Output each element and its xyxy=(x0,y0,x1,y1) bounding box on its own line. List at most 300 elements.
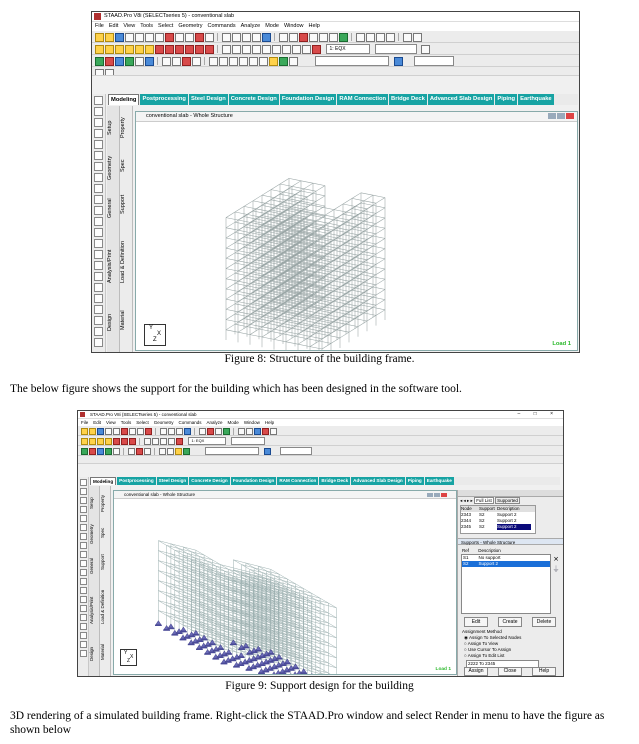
delete-button[interactable]: Delete xyxy=(532,617,556,627)
edit-list-input[interactable]: 2222 To 2345 xyxy=(466,660,539,668)
label-8-icon[interactable] xyxy=(279,57,288,66)
subtab-spec-2[interactable]: Spec xyxy=(100,527,105,539)
tab-steel-design[interactable]: Steel Design xyxy=(189,94,228,105)
radio-icon[interactable]: ○ xyxy=(464,647,467,652)
zoom-icon-2[interactable] xyxy=(168,428,175,435)
rotate-axis-icon-2[interactable] xyxy=(136,448,143,455)
view-from-plus-z-icon[interactable] xyxy=(195,45,204,54)
table-row[interactable] xyxy=(461,524,535,530)
render-icon[interactable] xyxy=(242,33,251,42)
building-frame-with-supports-3d xyxy=(114,499,456,674)
grid-icon-2[interactable] xyxy=(270,428,277,435)
close-button[interactable]: Close xyxy=(498,667,522,676)
tab-supported[interactable]: Supported xyxy=(497,498,518,503)
structure-view-window-2[interactable] xyxy=(113,490,457,675)
zoom-in-icon-2[interactable] xyxy=(152,438,159,445)
translational-repeat-icon[interactable] xyxy=(356,33,365,42)
left-tool-2-icon[interactable] xyxy=(94,107,103,116)
cell-support: S2 xyxy=(479,512,485,517)
help-question-icon[interactable] xyxy=(421,45,430,54)
rotate-view-icon-2[interactable] xyxy=(128,448,135,455)
subtab-load-definition[interactable]: Load & Definition xyxy=(120,241,126,283)
menu-geometry-2[interactable]: Geometry xyxy=(153,420,174,425)
spin-icon[interactable] xyxy=(172,57,181,66)
tab-piping-2[interactable]: Piping xyxy=(407,478,422,483)
undo-icon[interactable] xyxy=(175,33,184,42)
tab-postprocessing-2[interactable]: Postprocessing xyxy=(119,478,154,483)
support-base-icon xyxy=(205,645,212,646)
view-window-controls-2[interactable] xyxy=(426,492,454,496)
zoom-window-icon[interactable] xyxy=(252,45,261,54)
save-icon-2[interactable] xyxy=(97,428,104,435)
zoom-dynamic-icon[interactable] xyxy=(262,45,271,54)
split-icon[interactable] xyxy=(403,33,412,42)
filter-select[interactable] xyxy=(315,56,389,66)
view-from-minus-x-icon[interactable] xyxy=(165,45,174,54)
menu-help-2[interactable]: Help xyxy=(264,420,275,425)
assign-button[interactable]: Assign xyxy=(464,667,488,676)
left-tool-6-icon[interactable] xyxy=(94,151,103,160)
scale-icon[interactable] xyxy=(319,33,328,42)
move-icon[interactable] xyxy=(386,33,395,42)
view-icon[interactable] xyxy=(222,33,231,42)
vtab-design[interactable]: Design xyxy=(107,313,113,331)
close-icon-2[interactable] xyxy=(441,493,447,497)
subtab-property[interactable]: Property xyxy=(120,117,126,139)
frame-member xyxy=(324,645,337,648)
left-tool-17-icon-2[interactable] xyxy=(80,623,87,630)
left-tool-13-icon[interactable] xyxy=(94,228,103,237)
view-from-plus-y-icon[interactable] xyxy=(175,45,184,54)
menu-view[interactable]: View xyxy=(123,23,136,29)
tab-advanced-slab-design-2[interactable]: Advanced Slab Design xyxy=(353,478,403,483)
frame-member xyxy=(289,178,301,180)
render-icon-2[interactable] xyxy=(176,428,183,435)
node-label-icon-2[interactable] xyxy=(199,428,206,435)
delete-icon-2[interactable] xyxy=(121,428,128,435)
left-tool-19-icon[interactable] xyxy=(94,294,103,303)
left-tool-19-icon-2[interactable] xyxy=(80,641,87,648)
left-tool-14-icon[interactable] xyxy=(94,239,103,248)
radio-icon[interactable]: ○ xyxy=(464,641,467,646)
add-beam-icon[interactable] xyxy=(105,57,114,66)
vtab-geometry[interactable]: Geometry xyxy=(107,155,113,181)
left-tool-5-icon[interactable] xyxy=(94,140,103,149)
view-from-plus-z-icon-2[interactable] xyxy=(129,438,136,445)
minimize-icon[interactable] xyxy=(548,113,556,119)
open-file-icon[interactable] xyxy=(105,33,114,42)
load-case-select-2[interactable]: 1: EQX xyxy=(188,437,226,445)
left-tool-4-icon-2[interactable] xyxy=(80,506,87,513)
col-description: Description xyxy=(497,506,520,511)
view-from-plus-x-icon-2[interactable] xyxy=(113,438,120,445)
menu-view-2[interactable]: View xyxy=(106,420,116,425)
menu-commands-2[interactable]: Commands xyxy=(178,420,202,425)
edit-button[interactable]: Edit xyxy=(464,617,488,627)
menu-commands[interactable]: Commands xyxy=(207,23,236,29)
undo-icon-2[interactable] xyxy=(129,428,136,435)
create-button[interactable]: Create xyxy=(498,617,522,627)
label-3-icon-2[interactable] xyxy=(175,448,182,455)
label-2-icon-2[interactable] xyxy=(167,448,174,455)
vtab-geometry-2[interactable]: Geometry xyxy=(89,524,94,544)
copy-picture-icon[interactable] xyxy=(252,33,261,42)
zoom-out-icon-2[interactable] xyxy=(160,438,167,445)
member-label-icon-2[interactable] xyxy=(207,428,214,435)
menu-edit[interactable]: Edit xyxy=(108,23,119,29)
cursor-solids-icon-2[interactable] xyxy=(105,438,112,445)
menu-tools-2[interactable]: Tools xyxy=(120,420,132,425)
report-icon[interactable] xyxy=(262,33,271,42)
left-tool-15-icon-2[interactable] xyxy=(80,605,87,612)
option-edit-list[interactable] xyxy=(464,653,521,659)
view-from-minus-y-icon[interactable] xyxy=(185,45,194,54)
frame-member xyxy=(235,314,247,316)
pan-icon[interactable] xyxy=(272,45,281,54)
cut-icon[interactable] xyxy=(135,33,144,42)
left-tool-7-icon-2[interactable] xyxy=(80,533,87,540)
filter-apply-icon[interactable] xyxy=(394,57,403,66)
cursor-beams-icon-2[interactable] xyxy=(89,438,96,445)
label-5-icon[interactable] xyxy=(249,57,258,66)
left-tool-10-icon-2[interactable] xyxy=(80,560,87,567)
vtab-general-2[interactable]: General xyxy=(89,558,94,575)
left-tool-11-icon[interactable] xyxy=(94,206,103,215)
load-case-select[interactable]: 1: EQX xyxy=(326,44,370,54)
tab-foundation-design[interactable]: Foundation Design xyxy=(280,94,337,105)
frame-member xyxy=(373,216,385,218)
cursor-surfaces-icon[interactable] xyxy=(135,45,144,54)
new-file-icon[interactable] xyxy=(95,33,104,42)
menu-mode-2[interactable]: Mode xyxy=(227,420,239,425)
view-from-plus-x-icon[interactable] xyxy=(155,45,164,54)
previous-view-icon[interactable] xyxy=(292,45,301,54)
view-title: conventional slab - Whole Structure xyxy=(146,113,233,119)
tab-steel-design-2[interactable]: Steel Design xyxy=(158,478,187,483)
vtab-design-2[interactable]: Design xyxy=(89,647,94,662)
magnifier-icon[interactable] xyxy=(302,45,311,54)
left-tool-9-icon[interactable] xyxy=(94,184,103,193)
tab-bridge-deck[interactable]: Bridge Deck xyxy=(389,94,427,105)
surface-icon-2[interactable] xyxy=(113,448,120,455)
frame-member xyxy=(167,605,180,608)
frame-member xyxy=(364,211,376,213)
frame-member xyxy=(364,272,376,274)
label-6-icon[interactable] xyxy=(259,57,268,66)
frame-member xyxy=(324,605,337,608)
menu-file[interactable]: File xyxy=(95,23,104,29)
left-tool-20-icon-2[interactable] xyxy=(80,650,87,657)
cut-icon-2[interactable] xyxy=(113,428,120,435)
menu-window[interactable]: Window xyxy=(283,23,304,29)
tab-piping[interactable]: Piping xyxy=(495,94,517,105)
subtab-spec[interactable]: Spec xyxy=(120,159,126,173)
fixed-support-icon xyxy=(239,653,244,657)
frame-member xyxy=(226,309,238,311)
scale-icon-2[interactable] xyxy=(215,428,222,435)
menu-file-2[interactable]: File xyxy=(81,420,89,425)
tab-earthquake-2[interactable]: Earthquake xyxy=(426,478,452,483)
tab-advanced-slab-design[interactable]: Advanced Slab Design xyxy=(428,94,495,105)
support-base-icon xyxy=(201,639,208,640)
structure-view-window[interactable] xyxy=(135,111,578,351)
redo-icon[interactable] xyxy=(185,33,194,42)
frame-member xyxy=(171,544,184,547)
label-1-icon[interactable] xyxy=(209,57,218,66)
menu-analyze[interactable]: Analyze xyxy=(240,23,261,29)
menu-tools[interactable]: Tools xyxy=(140,23,154,29)
extra-tool-1-icon[interactable] xyxy=(95,69,104,76)
frame-member xyxy=(364,282,376,284)
frame-member xyxy=(212,560,220,565)
left-tool-20-icon[interactable] xyxy=(94,305,103,314)
frame-member xyxy=(271,331,283,333)
orbit-icon-2[interactable] xyxy=(144,448,151,455)
tab-ram-connection[interactable]: RAM Connection xyxy=(337,94,388,105)
left-tool-8-icon-2[interactable] xyxy=(80,542,87,549)
frame-member xyxy=(322,343,331,349)
rotate-axis-icon[interactable] xyxy=(182,57,191,66)
menu-mode[interactable]: Mode xyxy=(265,23,279,29)
orbit-icon[interactable] xyxy=(192,57,201,66)
left-tool-14-icon-2[interactable] xyxy=(80,596,87,603)
left-tool-18-icon-2[interactable] xyxy=(80,632,87,639)
pan-icon-2[interactable] xyxy=(168,438,175,445)
create-surface-icon[interactable] xyxy=(135,57,144,66)
left-tool-1-icon[interactable] xyxy=(94,96,103,105)
tab-concrete-design[interactable]: Concrete Design xyxy=(229,94,279,105)
tab-concrete-design-2[interactable]: Concrete Design xyxy=(191,478,228,483)
frame-members xyxy=(226,178,385,350)
subtab-material-2[interactable]: Material xyxy=(100,644,105,661)
frame-member xyxy=(226,299,238,301)
cursor-solids-icon[interactable] xyxy=(125,45,134,54)
open-file-icon-2[interactable] xyxy=(89,428,96,435)
rotate-icon[interactable] xyxy=(376,33,385,42)
filter-apply-icon-2[interactable] xyxy=(264,448,271,455)
edit-input-icon-2[interactable] xyxy=(223,428,230,435)
left-tool-15-icon[interactable] xyxy=(94,250,103,259)
tab-postprocessing[interactable]: Postprocessing xyxy=(140,94,188,105)
extra-tool-2-icon[interactable] xyxy=(105,69,114,76)
view-window-controls[interactable] xyxy=(547,113,575,119)
label-1-icon-2[interactable] xyxy=(159,448,166,455)
label-4-icon-2[interactable] xyxy=(183,448,190,455)
label-2-icon[interactable] xyxy=(219,57,228,66)
rotate-view-icon[interactable] xyxy=(162,57,171,66)
cursor-plates-icon[interactable] xyxy=(115,45,124,54)
snap-node-icon-2[interactable] xyxy=(81,448,88,455)
menu-geometry[interactable]: Geometry xyxy=(178,23,203,29)
beam-label-icon[interactable] xyxy=(289,33,298,42)
vtab-analysis-print[interactable]: Analysis/Print xyxy=(107,249,113,283)
tab-earthquake[interactable]: Earthquake xyxy=(518,94,554,105)
highlight-icon-2[interactable] xyxy=(262,428,269,435)
add-plate-icon[interactable] xyxy=(115,57,124,66)
left-tool-17-icon[interactable] xyxy=(94,272,103,281)
structure-diagram-icon[interactable] xyxy=(309,33,318,42)
mirror-icon-2[interactable] xyxy=(238,428,245,435)
restore-icon[interactable] xyxy=(557,113,565,119)
vtab-setup[interactable]: Setup xyxy=(107,120,113,136)
frame-member xyxy=(376,249,385,255)
menu-select-2[interactable]: Select xyxy=(136,420,149,425)
redo-icon-2[interactable] xyxy=(137,428,144,435)
insert-node-icon[interactable] xyxy=(413,33,422,42)
frame-member xyxy=(373,236,385,238)
tab-ram-connection-2[interactable]: RAM Connection xyxy=(279,478,317,483)
frame-member xyxy=(253,195,262,201)
left-tool-22-icon[interactable] xyxy=(94,327,103,336)
subtab-property-2[interactable]: Property xyxy=(100,494,105,512)
frame-member xyxy=(296,584,304,589)
cursor-geometry-icon[interactable] xyxy=(145,45,154,54)
tab-bridge-deck-2[interactable]: Bridge Deck xyxy=(321,478,349,483)
window-title-bar-2 xyxy=(78,411,563,419)
support-description: Support 2 xyxy=(478,561,499,566)
delete-icon[interactable] xyxy=(165,33,174,42)
window-controls-2[interactable]: – □ × xyxy=(517,411,559,417)
secondary-select-2[interactable] xyxy=(231,437,265,445)
menu-window-2[interactable]: Window xyxy=(243,420,260,425)
left-tool-6-icon-2[interactable] xyxy=(80,524,87,531)
left-tool-11-icon-2[interactable] xyxy=(80,569,87,576)
subtab-material[interactable]: Material xyxy=(120,310,126,330)
toolbar-row-4b xyxy=(78,456,563,464)
stretch-icon[interactable] xyxy=(145,57,154,66)
member-label-icon[interactable] xyxy=(299,33,308,42)
label-3-icon[interactable] xyxy=(229,57,238,66)
paste-icon[interactable] xyxy=(155,33,164,42)
value-select-2[interactable] xyxy=(280,447,312,455)
cursor-plates-icon-2[interactable] xyxy=(97,438,104,445)
vtab-setup-2[interactable]: Setup xyxy=(89,497,94,509)
radio-icon[interactable]: ○ xyxy=(464,653,467,658)
zoom-in-icon[interactable] xyxy=(232,45,241,54)
left-tool-3-icon-2[interactable] xyxy=(80,497,87,504)
view-from-minus-z-icon[interactable] xyxy=(205,45,214,54)
left-tool-13-icon-2[interactable] xyxy=(80,587,87,594)
label-7-icon[interactable] xyxy=(269,57,278,66)
menu-analyze-2[interactable]: Analyze xyxy=(206,420,223,425)
subtab-support[interactable]: Support xyxy=(120,194,126,214)
node-label-icon[interactable] xyxy=(279,33,288,42)
cursor-beams-icon[interactable] xyxy=(105,45,114,54)
print-icon[interactable] xyxy=(125,33,134,42)
zoom-icon[interactable] xyxy=(232,33,241,42)
left-tool-23-icon[interactable] xyxy=(94,338,103,347)
snap-node-icon[interactable] xyxy=(95,57,104,66)
add-plate-icon-2[interactable] xyxy=(97,448,104,455)
new-file-icon-2[interactable] xyxy=(81,428,88,435)
view-icon-2[interactable] xyxy=(160,428,167,435)
left-tool-21-icon[interactable] xyxy=(94,316,103,325)
frame-member xyxy=(226,279,238,281)
vtab-analysis-print-2[interactable]: Analysis/Print xyxy=(89,596,94,624)
value-select[interactable] xyxy=(414,56,454,66)
translational-repeat-icon-2[interactable] xyxy=(254,428,261,435)
rotate-icon-2[interactable] xyxy=(246,428,253,435)
menu-select[interactable]: Select xyxy=(158,23,174,29)
close-icon[interactable] xyxy=(566,113,574,119)
load-case-icon-2[interactable] xyxy=(176,438,183,445)
cell-support: S2 xyxy=(479,524,485,529)
left-tool-8-icon[interactable] xyxy=(94,173,103,182)
list-item[interactable] xyxy=(462,561,550,567)
menu-help[interactable]: Help xyxy=(308,23,320,29)
secondary-select[interactable] xyxy=(375,44,417,54)
report-icon-2[interactable] xyxy=(184,428,191,435)
left-tool-16-icon-2[interactable] xyxy=(80,614,87,621)
left-tool-7-icon[interactable] xyxy=(94,162,103,171)
copy-icon[interactable] xyxy=(145,33,154,42)
add-solid-icon-2[interactable] xyxy=(105,448,112,455)
pointer-icon[interactable] xyxy=(205,33,214,42)
save-icon[interactable] xyxy=(115,33,124,42)
subtab-load-definition-2[interactable]: Load & Definition xyxy=(100,589,105,625)
isometric-view-icon[interactable] xyxy=(222,45,231,54)
isometric-view-icon-2[interactable] xyxy=(144,438,151,445)
help-button[interactable]: Help xyxy=(532,667,556,676)
minimize-icon-2[interactable] xyxy=(427,493,433,497)
left-tool-1-icon-2[interactable] xyxy=(80,479,87,486)
add-beam-icon-2[interactable] xyxy=(89,448,96,455)
left-tool-12-icon[interactable] xyxy=(94,217,103,226)
tab-modeling[interactable]: Modeling xyxy=(108,94,139,105)
menu-edit-2[interactable]: Edit xyxy=(93,420,102,425)
view-from-plus-y-icon-2[interactable] xyxy=(121,438,128,445)
filter-select-2[interactable] xyxy=(205,447,259,455)
run-analysis-icon-2[interactable] xyxy=(145,428,152,435)
print-icon-2[interactable] xyxy=(105,428,112,435)
zoom-out-icon[interactable] xyxy=(242,45,251,54)
left-tool-4-icon[interactable] xyxy=(94,129,103,138)
edit-input-icon[interactable] xyxy=(339,33,348,42)
left-tool-18-icon[interactable] xyxy=(94,283,103,292)
frame-member xyxy=(304,589,312,594)
left-tool-12-icon-2[interactable] xyxy=(80,578,87,585)
tab-full-list[interactable]: Full List xyxy=(476,498,492,503)
cursor-nodes-icon-2[interactable] xyxy=(81,438,88,445)
vtab-general[interactable]: General xyxy=(107,198,113,218)
radio-selected-icon[interactable]: ◉ xyxy=(464,635,468,640)
run-analysis-icon[interactable] xyxy=(195,33,204,42)
cursor-nodes-icon[interactable] xyxy=(95,45,104,54)
restore-icon-2[interactable] xyxy=(434,493,440,497)
label-9-icon[interactable] xyxy=(289,57,298,66)
left-tool-3-icon[interactable] xyxy=(94,118,103,127)
subtab-support-2[interactable]: Support xyxy=(100,554,105,570)
label-4-icon[interactable] xyxy=(239,57,248,66)
left-tool-5-icon-2[interactable] xyxy=(80,515,87,522)
left-tool-16-icon[interactable] xyxy=(94,261,103,270)
dimension-icon[interactable] xyxy=(329,33,338,42)
tab-modeling-2[interactable]: Modeling xyxy=(90,477,116,485)
display-whole-icon[interactable] xyxy=(282,45,291,54)
support-base-icon xyxy=(209,652,216,653)
support-ref: S2 xyxy=(463,561,469,566)
mirror-icon[interactable] xyxy=(366,33,375,42)
frame-member xyxy=(322,217,334,219)
left-tool-10-icon[interactable] xyxy=(94,195,103,204)
load-case-icon[interactable] xyxy=(312,45,321,54)
support-base-icon xyxy=(284,671,291,672)
add-solid-icon[interactable] xyxy=(125,57,134,66)
frame-member xyxy=(158,561,171,564)
left-tool-2-icon-2[interactable] xyxy=(80,488,87,495)
tab-foundation-design-2[interactable]: Foundation Design xyxy=(232,478,275,483)
left-tool-9-icon-2[interactable] xyxy=(80,551,87,558)
